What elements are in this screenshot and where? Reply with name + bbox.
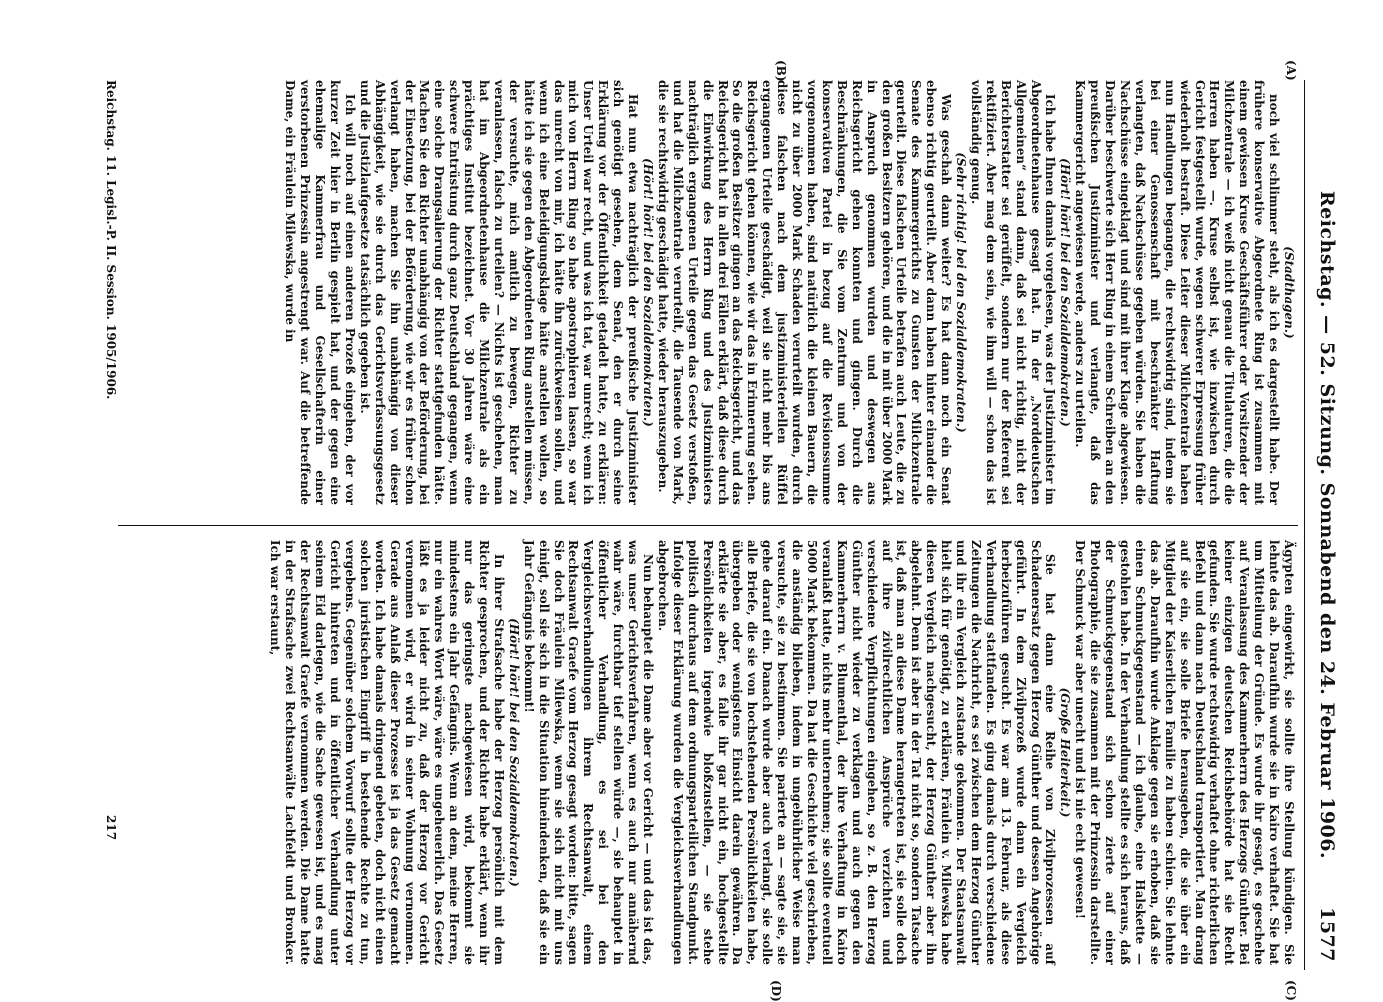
margin-marker-d: (D) — [769, 980, 783, 1002]
margin-marker-c: (C) — [1284, 980, 1298, 1001]
column-divider — [118, 525, 1298, 526]
page-title: Reichstag. — 52. Sitzung. Sonnabend den 24. Februar 1906. — [1316, 190, 1338, 860]
paragraph: In ihrer Strafsache habe der Herzog persönlich mit dem Richter gesprochen, und der Richter habe erklärt, wenn ihr nur das geringste nachgewiesen wird, bekommt sie mindestens ein Jahr Gefängnis. Wenn an dem, meine Herren, nur ein wahres Wort wäre, wäre es ungeheuerlich. Das Gesetz läßt es ja leider nicht zu, daß der Herzog vor Gericht vernommen wird, er wird in seiner Wohnung vernommen. Gerade aus Anlaß dieser Prozesse ist ja das Gesetz gemacht worden. Ich habe damals dringend gebeten, doch nicht einen solchen juristischen Eingriff in bestehende Rechte zu tun, vergebens. Gegenüber solchem Vorwurf sollte der Herzog vor Gericht hintreten und in öffentlicher Verhandlung unter seinem Eid darlegen, wie die Sache gewesen ist, und es mag der Rechtsanwalt Graefe vernommen werden. Die Dame hatte in der Strafsache zwei Rechtsanwälte Lachfeldt und Bronker. Ich war erstaunt, — [268, 540, 506, 965]
paragraph: Sie hat dann eine Reihe von Zivilprozessen auf Schadenersatz gegen Herzog Günther und dessen Angehörige geführt. In dem Zivilprozeß wurde dann ein Vergleich herbeizuführen gesucht. Es war am 13. Februar, als diese Verhandlung stattfanden. Es ging damals durch verschiedene Zeitungen die Nachricht, es sei zwischen dem Herzog Günther und ihr ein Vergleich zustande gekommen. Der Staatsanwalt hielt sich für genötigt, zu erklären, Fräulein v. Milewska habe diesen Vergleich nachgesucht, der Herzog Günther aber ihn abgelehnt. Denn ist aber in der Tat nicht so, sondern Tatsache ist, daß man an diese Dame herangetreten ist, sie solle doch auf ihre zivilrechtlichen Ansprüche verzichten und verschiedene Verpflichtungen eingehen, so z. B. den Herzog Günther nicht wieder zu verklagen und auch gegen den Kammerherrn v. Blumenthal, der ihre Verhaftung in Kairo veranlaßt hatte, nichts mehr unternehmen; sie sollte eventuell 5000 Mark bekommen. Da hat die Geschichte viel geschrieben, die anständig blieben, indem in ungebührlicher Weise man versuchte, sie zu bestimmen. Sie parierte an — sagte sie, sie gehe darauf ein. Danach wurde aber auch verlangt, sie solle alle Briefe, die sie von hochstehenden Persönlichkeiten habe, übergeben oder wenigstens Einsicht darein gewähren. Da erklärte sie aber, es falle ihr gar nicht ein, hochgestellte Persönlichkeiten irgendwie bloßzustellen, — sie stehe politisch durchaus auf dem ordnungsparteilichen Standpunkt. Infolge dieser Erklärung wurden die Vergleichsverhandlungen abgebrochen. — [655, 540, 1058, 965]
right-column — [267, 540, 1296, 965]
header-rule — [1304, 80, 1305, 970]
margin-marker-b: (B) — [774, 60, 788, 82]
paragraph: Was geschah dann weiter? Es hat dann noch ein Senat ebenso richtig geurteilt. Aber dann haben hinter einander die Senate des Kammergerichts zu Gunsten der Milchzentrale geurteilt. Diese falschen Urteile betrafen auch Leute, die zu den großen Besitzern gehören, und die in mit über 2000 Mark in Anspruch genommen wurden und deswegen aus Reichsgericht gehen konnten und gingen. Durch die Beschränkungen, die Sie vom Zentrum und von der konservativen Partei in bezug auf die Revisionssumme vorgenommen haben, sind natürlich die kleinen Bauern, die nicht zu über 2000 Mark Schaden verurteilt wurden, durch diese falschen nach dem justizministeriellen Rüffel ergangenen Urteile geschädigt, weil sie nicht mehr bis ans Reichsgericht gehen können, wie wir das in Erinnerung sehen. So die großen Besitzer gingen an das Reichsgericht, und das Reichsgericht hat in allen drei Fällen erklärt, daß diese durch die Einwirkung des Herrn Ring und des Justizministers nachträglich ergangenen Urteile gegen das Gesetz verstoßen, und hat die Milchzentrale verurteilt, die Tausende von Mark, die sie rechtswidrig geschädigt hatte, wieder herauszugeben. — [655, 80, 954, 505]
document-page — [98, 60, 1338, 1002]
paragraph: noch viel schlimmer steht, als ich es dargestellt habe. Der frühere konservative Abgeordnete Ring ist zusammen mit einem gewissen Kruse Geschäftsführer oder Vorsitzender der Milchzentrale — ich weiß nicht genau die Titulaturen, die die Herren haben —. Kruse selbst ist, wie inzwischen durch Gericht festgestellt wurde, wegen schwerer Erpressung früher wiederholt bestraft. Diese Leiter dieser Milchzentrale haben nun Handlungen begangen, die rechtswidrig sind, indem sie bei einer Genossenschaft mit beschränkter Haftung verlangten, daß Nachschüsse gegeben würden. Sie haben die Nachschüsse eingeklagt und sind mit ihrer Klage abgewiesen. Darüber beschwerte sich Herr Ring in einem Schreiben an den preußischen Justizminister und verlangte, daß das Kammergericht angewiesen werde, anders zu urteilen. — [1073, 80, 1282, 505]
legislature-note: Reichstag. 11. Legisl.-P. II. Session. 1905/1906. — [104, 80, 118, 400]
stage-direction: (Sehr richtig! bei den Sozialdemokraten.) — [954, 152, 969, 433]
stage-direction: (Hört! hört! bei den Sozialdemokraten.) — [641, 158, 656, 427]
paragraph: Nun behauptet die Dame aber vor Gericht — und das ist das, was unser Gerichtsverfahren, wenn es auch nur annähernd wahr wäre, furchtbar tief stellen würde —, sie behauptet in öffentlicher Verhandlung, es sei bei den Vergleichsverhandlungen ihrem Rechtsanwalt, einem Rechtsanwalt Graefe vom Herzog gesagt worden: bitte, sagen Sie doch Fräulein Milewska, wenn sie sich nicht mit uns einigt, soll sie sich in die Situation hineindenken, daß sie ein Jahr Gefängnis bekommt! — [521, 540, 656, 965]
paragraph: Ich will noch auf einen anderen Prozeß eingehen, der vor kurzer Zeit hier in Berlin gespielt hat, und der gegen eine ehemalige Kammerfrau und Gesellschafterin einer verstorbenen Prinzessin angestrengt war. Auf die betreffende Dame, ein Fräulein Milewska, wurde in — [283, 80, 357, 505]
page-number: 1577 — [1316, 907, 1338, 962]
stage-direction: (Große Heiterkeit.) — [1058, 687, 1073, 818]
stage-direction: (Hört! hört! bei den Sozialdemokraten.) — [506, 618, 521, 887]
paragraph: Hat nun etwa nachträglich der preußische Justizminister sich genötigt gesehen, dem Senat, den er durch seine Erklärung vor der Öffentlichkeit getadelt hatte, zu erklären: Unser Urteil war recht, und was ich tat, war unrecht; wenn ich mich von Herrn Ring so habe apostrophieren lassen, so war das unrecht von mir, ich hätte ihn zurückweisen sollen, und wenn ich eine Beleidigungsklage hätte anstellen wollen, so hätte ich sie gegen den Abgeordneten Ring anstellen müssen, der versuchte, mich amtlich zu bewegen, Richter zu veranlassen, falsch zu urteilen? — Nichts ist geschehen, man hat im Abgeordnetenhause die Milchzentrale als ein prächtiges Institut bezeichnet. Vor 30 Jahren wäre eine schwere Entrüstung durch ganz Deutschland gegangen, wenn eine solche Drangsalierung der Richter stattgefunden hätte. Machen Sie den Richter unabhängig von der Beförderung, bei der Einsetzung, bei der Beförderung, wie wir es früher schon verlangt haben, machen Sie ihn unabhängig von dieser Abhängigkeit, wie sie durch das Gerichtsverfassungsgesetz und die Justizlaufgesetze tatsächlich gegeben ist. — [357, 80, 641, 505]
stage-direction: (Hört! hört! bei den Sozialdemokraten.) — [1058, 158, 1073, 427]
page-header — [1308, 80, 1338, 970]
left-column — [282, 80, 1296, 505]
paragraph: Ägypten eingewirkt, sie sollte ihre Stellung kündigen. Sie lehnte das ab. Daraufhin wurde sie in Kairo verhaftet. Sie bat um Mitteilung der Gründe. Es wurde ihr gesagt, es geschehe auf Veranlassung des Kammerherrn des Herzogs Günther. Bei keiner einzigen deutschen Reichsbehörde hat sie Recht gefunden. Sie wurde rechtswidrig verhaftet ohne richterlichen Befehl und dann nach Deutschland transportiert. Man drang auf sie ein, sie solle Briefe herausgeben, die sie über ein Mitglied der Kaiserlichen Familie zu haben schien. Sie lehnte das ab. Daraufhin wurde Anklage gegen sie erhoben, daß sie einen Schmuckgegenstand — ich glaube, eine Halskette — gestohlen habe. In der Verhandlung stellte es sich heraus, daß der Schmuckgegenstand sich schon zierte auf einer Photographie, die sie zusammen mit der Prinzessin darstellte. Der Schmuck war aber unecht und ist nie echt gewesen! — [1073, 540, 1296, 965]
sheet-signature: 217 — [104, 815, 118, 841]
speaker-name: (Stadthagen.) — [1282, 246, 1296, 339]
margin-marker-a: (A) — [1284, 60, 1298, 81]
paragraph: Ich habe Ihnen damals vorgelesen, was der Justizminister im Abgeordnetenhause gesagt hat. In der „Norddeutschen Allgemeinen“ stand dann, daß sei nicht richtig, nicht der Berichterstatter sei gerüffelt, sondern nur der Referent sei rektifiziert. Aber mag dem sein, wie ihm will — schon das ist vollständig genug. — [968, 80, 1058, 505]
